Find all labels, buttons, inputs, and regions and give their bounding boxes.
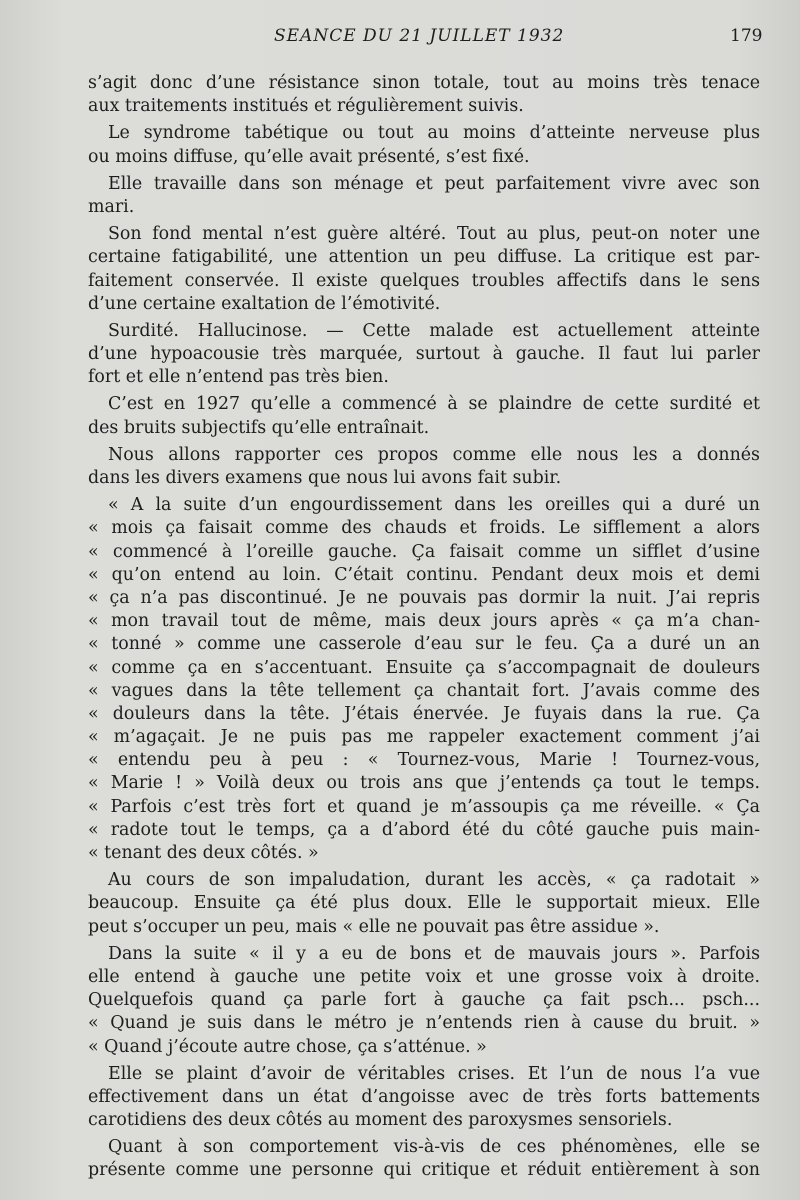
text-line: Quant à son comportement vis-à-vis de ces phénomènes, elle se: [108, 1137, 760, 1158]
paragraph: [88, 173, 760, 219]
text-line: Quelquefois quand ça parle fort à gauche ça fait psch... psch...: [88, 990, 760, 1011]
text-line: des bruits subjectifs qu’elle entraînait.: [88, 417, 430, 438]
paragraph: [88, 1136, 760, 1182]
paragraph: [88, 1063, 760, 1133]
page-number: 179: [730, 26, 763, 46]
text-line: « qu’on entend au loin. C’était continu. Pendant deux mois et demi: [88, 564, 760, 585]
text-line: beaucoup. Ensuite ça été plus doux. Elle le supportait mieux. Elle: [88, 893, 760, 914]
text-line: « ça n’a pas discontinué. Je ne pouvais pas dormir la nuit. J’ai repris: [88, 587, 760, 608]
text-line: dans les divers examens que nous lui avons fait subir.: [88, 468, 562, 488]
text-line: « Parfois c’est très fort et quand je m’assoupis ça me réveille. « Ça: [88, 796, 760, 817]
text-line: d’une hypoacousie très marquée, surtout à gauche. Il faut lui parler: [88, 344, 760, 365]
paragraph: [88, 444, 760, 490]
text-line: s’agit donc d’une résistance sinon totale, tout au moins très tenace: [88, 73, 760, 93]
text-line: effectivement dans un état d’angoisse avec de très forts battements: [88, 1086, 760, 1107]
paragraph: [88, 494, 760, 865]
text-line: aux traitements institués et régulièrement suivis.: [88, 96, 524, 117]
text-line: d’une certaine exaltation de l’émotivité.: [88, 293, 441, 314]
text-line: « A la suite d’un engourdissement dans les oreilles qui a duré un: [108, 495, 760, 516]
text-line: Elle se plaint d’avoir de véritables crises. Et l’un de nous l’a vue: [108, 1063, 760, 1084]
paragraph: [88, 393, 760, 439]
text-line: « Quand je suis dans le métro je n’entends rien à cause du bruit. »: [88, 1013, 760, 1034]
text-line: Dans la suite « il y a eu de bons et de mauvais jours ». Parfois: [108, 943, 760, 964]
text-line: certaine fatigabilité, une attention un peu diffuse. La critique est par-: [88, 247, 760, 268]
text-line: « douleurs dans la tête. J’étais énervée. Je fuyais dans la rue. Ça: [88, 703, 760, 724]
text-line: « m’agaçait. Je ne puis pas me rappeler exactement comment j’ai: [88, 727, 760, 748]
text-line: faitement conservée. Il existe quelques troubles affectifs dans le sens: [88, 270, 760, 291]
text-line: Au cours de son impaludation, durant les accès, « ça radotait »: [108, 870, 760, 891]
text-line: « tenant des deux côtés. »: [88, 843, 319, 863]
text-line: Le syndrome tabétique ou tout au moins d’atteinte nerveuse plus: [108, 123, 760, 144]
page-header: [0, 26, 800, 50]
text-line: mari.: [88, 196, 135, 217]
paragraph: [88, 869, 760, 939]
text-line: présente comme une personne qui critique et réduit entièrement à son: [88, 1160, 760, 1181]
text-line: fort et elle n’entend pas très bien.: [88, 367, 389, 388]
text-line: « radote tout le temps, ça a d’abord été du côté gauche puis main-: [88, 819, 760, 840]
text-line: « Marie ! » Voilà deux ou trois ans que j’entends ça tout le temps.: [88, 773, 760, 794]
running-head: SEANCE DU 21 JUILLET 1932: [274, 26, 565, 46]
text-line: C’est en 1927 qu’elle a commencé à se plaindre de cette surdité et: [108, 394, 760, 415]
text-line: « commencé à l’oreille gauche. Ça faisait comme un sifflet d’usine: [88, 541, 760, 562]
text-line: « tonné » comme une casserole d’eau sur le feu. Ça a duré un an: [88, 634, 760, 655]
text-line: Elle travaille dans son ménage et peut parfaitement vivre avec son: [108, 173, 760, 194]
text-line: « Quand j’écoute autre chose, ça s’atténue. »: [88, 1036, 487, 1057]
text-line: Son fond mental n’est guère altéré. Tout au plus, peut-on noter une: [108, 224, 760, 245]
text-line: « comme ça en s’accentuant. Ensuite ça s’accompagnait de douleurs: [88, 657, 760, 678]
text-line: « vagues dans la tête tellement ça chantait fort. J’avais comme des: [88, 680, 760, 701]
text-line: elle entend à gauche une petite voix et une grosse voix à droite.: [88, 966, 760, 987]
text-line: Nous allons rapporter ces propos comme elle nous les a donnés: [108, 444, 760, 465]
paragraph: [88, 320, 760, 390]
text-line: Surdité. Hallucinose. — Cette malade est actuellement atteinte: [108, 320, 760, 341]
text-line: carotidiens des deux côtés au moment des paroxysmes sensoriels.: [88, 1110, 673, 1131]
text-body: [88, 72, 760, 1183]
text-line: « entendu peu à peu : « Tournez-vous, Marie ! Tournez-vous,: [88, 750, 760, 771]
paragraph: [88, 943, 760, 1059]
text-line: « mon travail tout de même, mais deux jours après « ça m’a chan-: [88, 611, 760, 632]
paragraph: [88, 72, 760, 118]
text-line: ou moins diffuse, qu’elle avait présenté, s’est fixé.: [88, 146, 530, 167]
text-line: peut s’occuper un peu, mais « elle ne pouvait pas être assidue ».: [88, 916, 660, 937]
paragraph: [88, 223, 760, 316]
paragraph: [88, 122, 760, 168]
text-line: « mois ça faisait comme des chauds et froids. Le sifflement a alors: [88, 518, 760, 539]
